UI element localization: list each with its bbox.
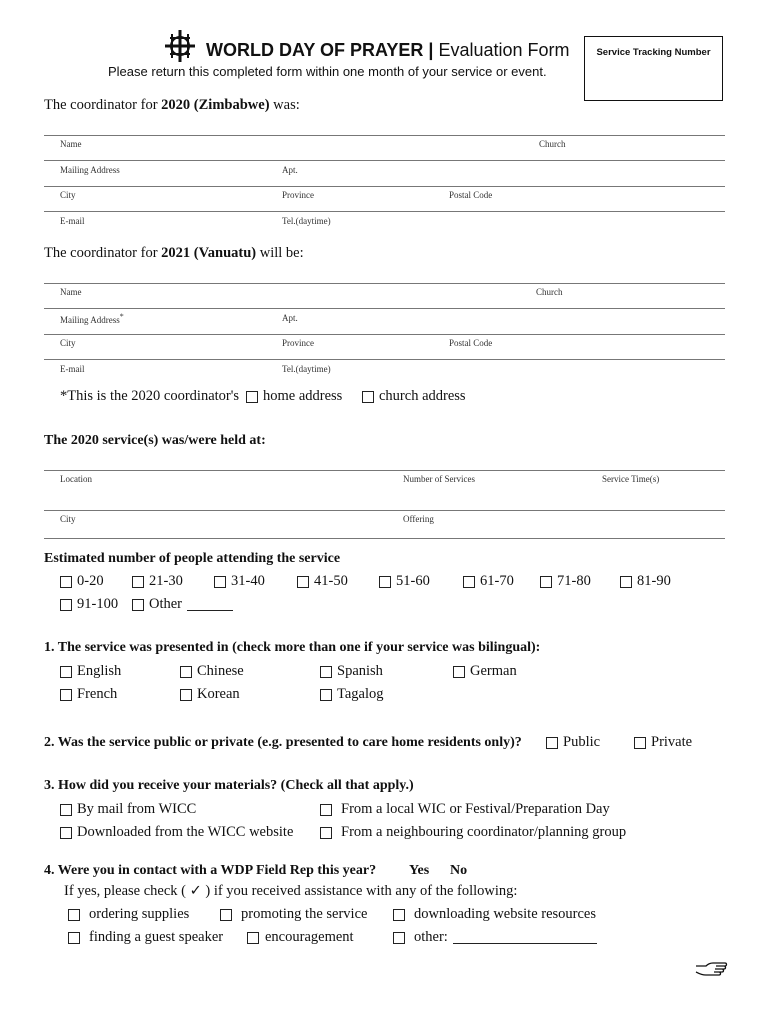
option-label: 41-50 (314, 573, 348, 589)
checkbox-icon[interactable] (379, 576, 391, 588)
no-option[interactable]: No (450, 863, 468, 878)
city-field-label: City (60, 338, 76, 348)
checkbox-icon[interactable] (297, 576, 309, 588)
mailing-field-label (60, 312, 124, 325)
church-address-checkbox[interactable] (362, 388, 466, 405)
service-location-heading: The 2020 service(s) was/were held at: (44, 433, 266, 448)
option-label: From a local WIC or Festival/Preparation Day (341, 801, 610, 817)
q1-heading: 1. The service was presented in (check more than one if your service was bilingual): (44, 640, 541, 655)
title-rest: Evaluation Form (438, 40, 570, 60)
assistance-option[interactable] (393, 906, 596, 923)
checkbox-icon[interactable] (220, 909, 232, 921)
option-label: From a neighbouring coordinator/planning group (341, 824, 627, 840)
option-label: 0-20 (77, 573, 104, 589)
divider (44, 283, 725, 284)
option-label: German (470, 663, 517, 679)
checkbox-icon[interactable] (320, 689, 332, 701)
assistance-option-other[interactable] (393, 929, 597, 946)
tracking-label: Service Tracking Number (596, 47, 711, 58)
coord-2020-heading (44, 97, 300, 114)
checkbox-icon[interactable] (60, 689, 72, 701)
divider (44, 135, 725, 136)
language-option[interactable] (453, 663, 517, 680)
assistance-option[interactable] (68, 906, 189, 923)
option-label: Public (563, 734, 601, 750)
heading-bold: 2021 (Vanuatu) (161, 245, 257, 261)
checkbox-icon[interactable] (463, 576, 475, 588)
title-separator: | (428, 40, 434, 60)
heading-suffix: was: (269, 97, 300, 113)
attendance-option[interactable] (60, 596, 118, 613)
apt-field-label: Apt. (282, 165, 298, 175)
attendance-option[interactable] (620, 573, 671, 590)
option-label: 91-100 (77, 596, 119, 612)
wdp-logo-icon (162, 28, 198, 64)
language-option[interactable] (60, 686, 117, 703)
tel-field-label: Tel.(daytime) (282, 216, 331, 226)
divider (44, 359, 725, 360)
service-times-field-label: Service Time(s) (602, 474, 660, 484)
location-field-label: Location (60, 474, 92, 484)
attendance-option[interactable] (463, 573, 514, 590)
postal-field-label: Postal Code (449, 338, 493, 348)
tel-field-label: Tel.(daytime) (282, 364, 331, 374)
attendance-option[interactable] (540, 573, 591, 590)
city-field-label: City (60, 190, 76, 200)
name-field-label: Name (60, 139, 82, 149)
attendance-option[interactable] (60, 573, 104, 590)
mailing-field-label: Mailing Address (60, 165, 120, 175)
home-address-checkbox[interactable] (246, 388, 342, 405)
attendance-heading: Estimated number of people attending the service (44, 551, 341, 566)
language-option[interactable] (180, 663, 244, 680)
attendance-option-other[interactable] (132, 596, 233, 613)
postal-field-label: Postal Code (449, 190, 493, 200)
footnote-star: * (119, 312, 124, 321)
pointing-hand-icon (694, 960, 728, 978)
checkbox-icon[interactable] (180, 666, 192, 678)
divider (44, 211, 725, 212)
checkbox-icon[interactable] (247, 932, 259, 944)
offering-field-label: Offering (403, 514, 434, 524)
language-option[interactable] (60, 663, 121, 680)
assistance-option[interactable] (247, 929, 354, 946)
checkbox-icon[interactable] (453, 666, 465, 678)
email-field-label: E-mail (60, 216, 85, 226)
checkbox-icon[interactable] (60, 804, 72, 816)
assistance-option[interactable] (220, 906, 367, 923)
heading-prefix: The coordinator for (44, 97, 162, 113)
materials-option[interactable] (320, 824, 626, 841)
q3-heading: 3. How did you receive your materials? (Check all that apply.) (44, 778, 414, 793)
coord-2021-heading (44, 245, 304, 262)
checkbox-icon[interactable] (246, 391, 258, 403)
heading-bold: 2020 (Zimbabwe) (161, 97, 270, 113)
q4-heading: 4. Were you in contact with a WDP Field Rep this year? (44, 863, 377, 878)
attendance-option[interactable] (297, 573, 348, 590)
q4-subtext: If yes, please check ( ✓ ) if you received assistance with any of the following: (64, 883, 518, 899)
apt-field-label: Apt. (282, 313, 298, 323)
name-field-label: Name (60, 287, 82, 297)
checkbox-icon[interactable] (362, 391, 374, 403)
materials-option[interactable] (60, 824, 293, 841)
yes-option[interactable]: Yes (409, 863, 430, 878)
checkbox-icon[interactable] (180, 689, 192, 701)
option-label: downloading website resources (414, 906, 597, 922)
materials-option[interactable] (320, 801, 610, 818)
option-label: Korean (197, 686, 240, 702)
option-label: Private (651, 734, 693, 750)
address-note-text: *This is the 2020 coordinator's (60, 388, 240, 404)
heading-prefix: The coordinator for (44, 245, 162, 261)
option-label: encouragement (265, 929, 354, 945)
checkbox-icon[interactable] (393, 932, 405, 944)
other-blank[interactable] (187, 598, 233, 611)
option-label: By mail from WICC (77, 801, 197, 817)
divider (44, 308, 725, 309)
divider (44, 510, 725, 511)
checkbox-icon[interactable] (60, 599, 72, 611)
public-option[interactable] (546, 734, 600, 751)
option-label: Chinese (197, 663, 244, 679)
attendance-option[interactable] (132, 573, 183, 590)
language-option[interactable] (320, 663, 383, 680)
checkbox-icon[interactable] (132, 576, 144, 588)
divider (44, 160, 725, 161)
checkbox-icon[interactable] (320, 666, 332, 678)
other-blank[interactable] (453, 931, 597, 944)
option-label: 81-90 (637, 573, 671, 589)
num-services-field-label: Number of Services (403, 474, 475, 484)
service-tracking-box[interactable] (584, 36, 723, 101)
option-label: English (77, 663, 122, 679)
checkbox-icon[interactable] (68, 932, 80, 944)
option-label: 61-70 (480, 573, 514, 589)
province-field-label: Province (282, 338, 314, 348)
checkbox-icon[interactable] (320, 827, 332, 839)
divider (44, 538, 725, 539)
attendance-option[interactable] (214, 573, 265, 590)
checkbox-icon[interactable] (60, 666, 72, 678)
language-option[interactable] (180, 686, 240, 703)
city-field-label: City (60, 514, 76, 524)
option-label: Other (149, 596, 183, 612)
heading-suffix: will be: (256, 245, 304, 261)
checkbox-icon[interactable] (68, 909, 80, 921)
divider (44, 470, 725, 471)
checkbox-icon[interactable] (620, 576, 632, 588)
checkbox-icon[interactable] (214, 576, 226, 588)
checkbox-icon[interactable] (546, 737, 558, 749)
checkbox-icon[interactable] (634, 737, 646, 749)
option-label: Downloaded from the WICC website (77, 824, 294, 840)
province-field-label: Province (282, 190, 314, 200)
option-label: 31-40 (231, 573, 265, 589)
address-note (60, 388, 245, 405)
q2-heading: 2. Was the service public or private (e.g. presented to care home residents only)? (44, 735, 522, 750)
checkbox-icon[interactable] (132, 599, 144, 611)
option-label: Spanish (337, 663, 383, 679)
title-bold: WORLD DAY OF PRAYER (206, 40, 424, 60)
checkbox-icon[interactable] (60, 827, 72, 839)
church-field-label: Church (539, 139, 566, 149)
form-subtitle: Please return this completed form within one month of your service or event. (108, 64, 547, 79)
checkbox-icon[interactable] (393, 909, 405, 921)
option-label: 51-60 (396, 573, 430, 589)
option-label: ordering supplies (89, 906, 190, 922)
option-label: 71-80 (557, 573, 591, 589)
checkbox-icon[interactable] (60, 576, 72, 588)
option-label: other: (414, 929, 448, 945)
language-option[interactable] (320, 686, 384, 703)
attendance-option[interactable] (379, 573, 430, 590)
mailing-text: Mailing Address (60, 315, 120, 325)
private-option[interactable] (634, 734, 692, 751)
option-label: Tagalog (337, 686, 384, 702)
email-field-label: E-mail (60, 364, 85, 374)
church-field-label: Church (536, 287, 563, 297)
option-label: French (77, 686, 118, 702)
option-label: promoting the service (241, 906, 368, 922)
materials-option[interactable] (60, 801, 196, 818)
checkbox-icon[interactable] (320, 804, 332, 816)
assistance-option[interactable] (68, 929, 223, 946)
form-title (206, 40, 570, 61)
option-label: home address (263, 388, 343, 404)
option-label: 21-30 (149, 573, 183, 589)
divider (44, 186, 725, 187)
option-label: finding a guest speaker (89, 929, 224, 945)
checkbox-icon[interactable] (540, 576, 552, 588)
divider (44, 334, 725, 335)
option-label: church address (379, 388, 466, 404)
